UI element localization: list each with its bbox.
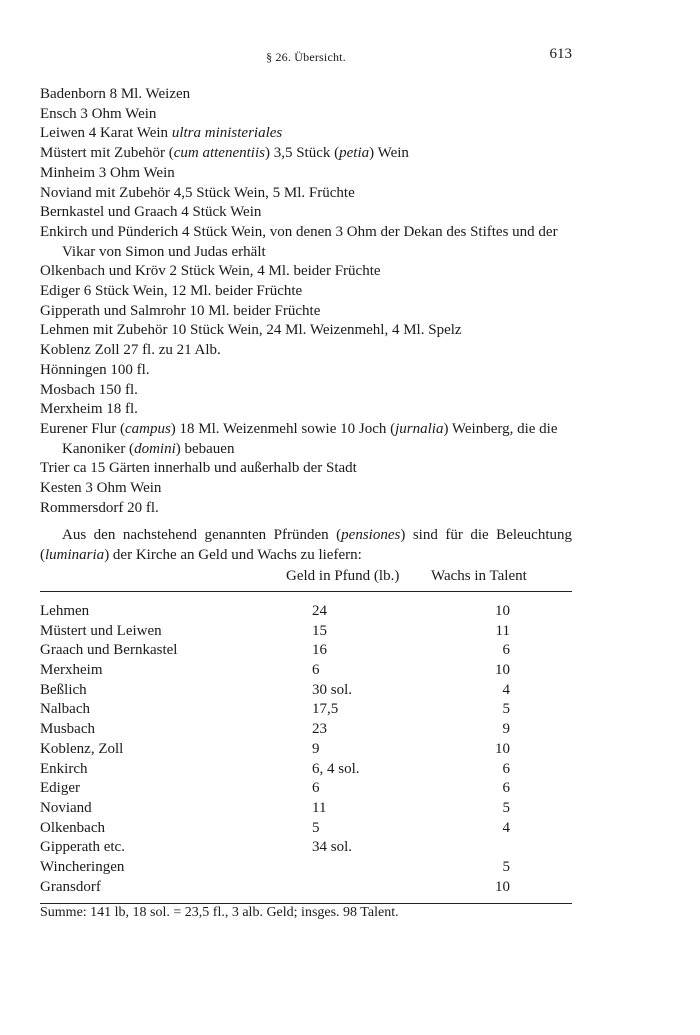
row-wachs: 5 xyxy=(502,701,510,718)
list-item xyxy=(40,499,575,519)
row-geld: 6 xyxy=(312,662,320,679)
table-row xyxy=(40,681,572,701)
latin-term: campus xyxy=(124,420,171,437)
row-wachs: 6 xyxy=(502,642,510,659)
table-row xyxy=(40,720,572,740)
table-row xyxy=(40,779,572,799)
latin-term: jurnalia xyxy=(395,420,444,437)
entry-text: ) 3,5 Stück ( xyxy=(264,145,340,162)
header-wachs: Wachs in Talent xyxy=(431,568,527,584)
page-header xyxy=(40,46,572,68)
entry-text: Noviand mit Zubehör 4,5 Stück Wein, 5 Ml. Früchte xyxy=(40,184,355,201)
row-name: Gransdorf xyxy=(40,878,101,895)
table-row xyxy=(40,661,572,681)
row-name: Gipperath etc. xyxy=(40,839,125,856)
row-geld: 6 xyxy=(312,780,320,797)
section-title: § 26. Übersicht. xyxy=(266,50,346,64)
paragraph-text: ) sind für die Beleuchtung ( xyxy=(40,527,572,563)
row-geld: 9 xyxy=(312,740,320,757)
row-name: Noviand xyxy=(40,799,92,816)
entry-text: Ediger 6 Stück Wein, 12 Ml. beider Früchte xyxy=(40,283,303,300)
list-item xyxy=(40,459,575,479)
entry-text: Minheim 3 Ohm Wein xyxy=(40,164,175,181)
list-item xyxy=(40,302,575,322)
list-item xyxy=(40,105,575,125)
row-geld: 15 xyxy=(312,622,327,639)
entry-text: Koblenz Zoll 27 fl. zu 21 Alb. xyxy=(40,342,221,359)
table-row xyxy=(40,799,572,819)
header-geld: Geld in Pfund (lb.) xyxy=(286,568,400,584)
list-item xyxy=(40,321,575,341)
row-name: Graach und Bernkastel xyxy=(40,642,178,659)
row-name: Lehmen xyxy=(40,603,90,619)
table-row xyxy=(40,858,572,878)
list-item xyxy=(40,400,575,420)
row-wachs: 6 xyxy=(502,780,510,797)
table-row xyxy=(40,819,572,839)
list-item xyxy=(40,203,575,223)
page-number: 613 xyxy=(549,46,572,62)
table-row xyxy=(40,838,572,858)
row-wachs: 5 xyxy=(502,858,510,875)
row-geld: 5 xyxy=(312,819,320,836)
row-wachs: 10 xyxy=(495,662,510,679)
entry-text: Rommersdorf 20 fl. xyxy=(40,499,159,516)
list-item xyxy=(40,184,575,204)
row-wachs: 9 xyxy=(502,721,510,738)
list-item xyxy=(40,341,575,361)
list-item xyxy=(40,282,575,302)
list-item xyxy=(40,479,575,499)
row-geld: 30 sol. xyxy=(312,681,353,698)
row-name: Musbach xyxy=(40,721,95,738)
latin-term: cum attenentiis xyxy=(173,145,265,162)
list-item xyxy=(40,164,575,184)
row-wachs: 10 xyxy=(495,603,510,619)
list-item xyxy=(40,85,575,105)
latin-term: domini xyxy=(134,440,176,457)
list-item xyxy=(40,124,575,144)
entry-text: Ensch 3 Ohm Wein xyxy=(40,105,157,122)
row-geld: 23 xyxy=(312,721,327,738)
row-name: Ediger xyxy=(40,780,80,797)
list-item xyxy=(40,223,575,262)
entry-text: Olkenbach und Kröv 2 Stück Wein, 4 Ml. beider Früchte xyxy=(40,263,381,280)
row-wachs: 10 xyxy=(495,740,510,757)
table-body xyxy=(40,592,572,904)
list-item xyxy=(40,381,575,401)
entry-text: Merxheim 18 fl. xyxy=(40,401,138,418)
row-geld: 24 xyxy=(312,603,327,619)
row-wachs: 4 xyxy=(502,819,510,836)
entry-text: Badenborn 8 Ml. Weizen xyxy=(40,86,191,102)
entry-text: Trier ca 15 Gärten innerhalb und außerhalb der Stadt xyxy=(40,460,357,477)
list-item xyxy=(40,144,575,164)
table-row xyxy=(40,760,572,780)
entry-text: Lehmen mit Zubehör 10 Stück Wein, 24 Ml. Weizenmehl, 4 Ml. Spelz xyxy=(40,322,462,339)
entry-text: Kesten 3 Ohm Wein xyxy=(40,480,162,497)
row-wachs: 6 xyxy=(502,760,510,777)
list-item xyxy=(40,262,575,282)
table-row xyxy=(40,622,572,642)
entry-text: Leiwen 4 Karat Wein xyxy=(40,125,172,142)
latin-term: ultra ministeriales xyxy=(171,125,283,142)
row-name: Koblenz, Zoll xyxy=(40,740,124,757)
row-geld: 11 xyxy=(312,799,327,816)
table-row xyxy=(40,740,572,760)
row-name: Müstert und Leiwen xyxy=(40,622,162,639)
row-geld: 16 xyxy=(312,642,327,659)
table-header xyxy=(40,567,572,592)
entry-text: Hönningen 100 fl. xyxy=(40,361,150,378)
entry-text: ) Weinberg, die die Kanoniker ( xyxy=(62,420,558,457)
table-row xyxy=(40,641,572,661)
row-name: Merxheim xyxy=(40,662,103,679)
table-row xyxy=(40,878,572,898)
benefice-list xyxy=(40,85,575,518)
entry-text: Bernkastel und Graach 4 Stück Wein xyxy=(40,204,262,221)
row-geld: 17,5 xyxy=(312,701,339,718)
entry-text: Mosbach 150 fl. xyxy=(40,381,138,398)
row-geld: 34 sol. xyxy=(312,839,353,856)
row-name: Beßlich xyxy=(40,681,87,698)
entry-text: ) 18 Ml. Weizenmehl sowie 10 Joch ( xyxy=(170,420,396,437)
row-name: Wincheringen xyxy=(40,858,125,875)
row-name: Olkenbach xyxy=(40,819,105,836)
table-row xyxy=(40,602,572,622)
list-item xyxy=(40,420,575,459)
paragraph-text: Aus den nachstehend genannten Pfründen ( xyxy=(62,527,342,543)
lighting-table xyxy=(40,567,572,904)
entry-text: ) bebauen xyxy=(175,440,235,457)
intro-paragraph xyxy=(40,526,572,565)
entry-text: Gipperath und Salmrohr 10 Ml. beider Früchte xyxy=(40,302,321,319)
row-wachs: 10 xyxy=(495,878,510,895)
entry-text: Enkirch und Pünderich 4 Stück Wein, von denen 3 Ohm der Dekan des Stiftes und der Vikar von Simon und Judas erhält xyxy=(40,223,558,260)
row-name: Enkirch xyxy=(40,760,88,777)
latin-term: petia xyxy=(339,145,370,162)
row-wachs: 5 xyxy=(502,799,510,816)
latin-term: pensiones xyxy=(341,527,401,543)
row-name: Nalbach xyxy=(40,701,90,718)
row-wachs: 11 xyxy=(495,622,510,639)
table-row xyxy=(40,700,572,720)
entry-text: Eurener Flur ( xyxy=(40,420,125,437)
entry-text: ) Wein xyxy=(369,145,409,162)
latin-term: luminaria xyxy=(45,546,105,563)
entry-text: Müstert mit Zubehör ( xyxy=(40,145,174,162)
list-item xyxy=(40,361,575,381)
row-wachs: 4 xyxy=(502,681,510,698)
paragraph-text: ) der Kirche an Geld und Wachs zu liefern: xyxy=(104,546,362,563)
row-geld: 6, 4 sol. xyxy=(312,760,360,777)
summary-line: Summe: 141 lb, 18 sol. = 23,5 fl., 3 alb. Geld; insges. 98 Talent. xyxy=(40,905,399,920)
